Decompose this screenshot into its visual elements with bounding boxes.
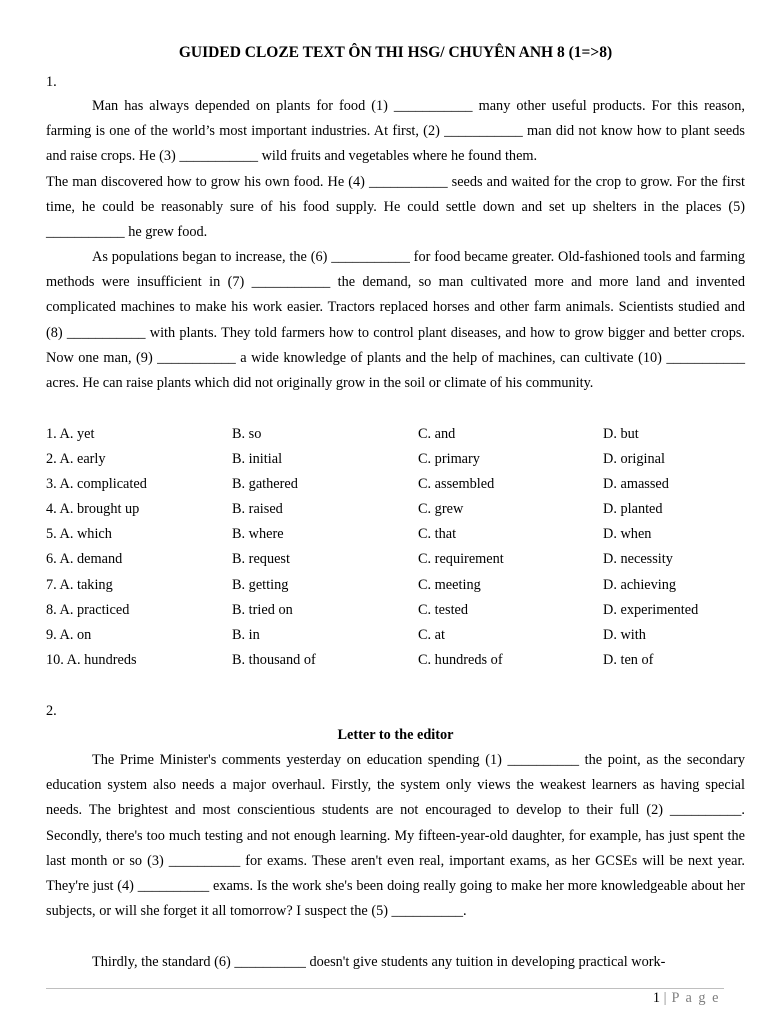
section-1-paragraph-2 xyxy=(46,170,745,246)
option-c: C. that xyxy=(418,526,457,542)
option-c: C. meeting xyxy=(418,577,481,593)
option-d: D. ten of xyxy=(603,652,654,668)
option-a: 9. A. on xyxy=(46,627,92,643)
footer-divider xyxy=(46,988,724,989)
option-d: D. experimented xyxy=(603,602,699,618)
option-b: B. tried on xyxy=(232,602,293,618)
option-row xyxy=(46,602,745,627)
option-b: B. request xyxy=(232,551,290,567)
option-b: B. getting xyxy=(232,577,289,593)
section-2-number: 2. xyxy=(46,703,57,719)
option-b: B. so xyxy=(232,426,262,442)
section-1-paragraph-1 xyxy=(46,94,745,170)
section-1-paragraph-3 xyxy=(46,245,745,396)
option-a: 3. A. complicated xyxy=(46,476,147,492)
option-c: C. and xyxy=(418,426,456,442)
section-2-paragraph-1 xyxy=(46,748,745,924)
option-b: B. raised xyxy=(232,501,283,517)
option-b: B. thousand of xyxy=(232,652,316,668)
section-2-paragraph-2 xyxy=(46,950,745,975)
option-row xyxy=(46,451,745,476)
option-c: C. primary xyxy=(418,451,480,467)
paragraph-text: As populations began to increase, the (6) ___________ for food became greater. Old-fashioned tools and farming methods were insufficient in (7) ___________ the demand, so man cultivated more and more land and invented complicated machines to make his work easier. Tractors replaced horses and other farm animals. Scientists studied and (8) ___________ with plants. They told farmers how to control plant diseases, and how to grow bigger and better crops. Now one man, (9) ___________ a wide knowledge of plants and the help of machines, can cultivate (10) ___________ acres. He can raise plants which did not originally grow in the soil or climate of his community. xyxy=(46,249,745,392)
option-a: 7. A. taking xyxy=(46,577,113,593)
option-d: D. amassed xyxy=(603,476,669,492)
option-row xyxy=(46,652,745,677)
page-label: P a g e xyxy=(671,990,720,1006)
option-b: B. gathered xyxy=(232,476,298,492)
paragraph-text: Thirdly, the standard (6) __________ doesn't give students any tuition in developing practical work- xyxy=(92,954,666,970)
option-a: 4. A. brought up xyxy=(46,501,140,517)
option-d: D. when xyxy=(603,526,652,542)
option-a: 1. A. yet xyxy=(46,426,95,442)
option-b: B. where xyxy=(232,526,284,542)
option-row xyxy=(46,426,745,451)
paragraph-text: The Prime Minister's comments yesterday on education spending (1) __________ the point, as the secondary education system also needs a major overhaul. Firstly, the system only views the weakest learners as having special needs. The brightest and most conscientious students are not encouraged to develop to their full (2) __________. Secondly, there's too much testing and not enough learning. My fifteen-year-old daughter, for example, has just spent the last month or so (3) __________ for exams. These aren't even real, important exams, as her GCSEs will be next year. They're just (4) __________ exams. Is the work she's been doing really going to make her more knowledgeable about her subjects, or will she forget it all tomorrow? I suspect the (5) __________. xyxy=(46,752,745,920)
option-row xyxy=(46,501,745,526)
paragraph-text: The man discovered how to grow his own food. He (4) ___________ seeds and waited for the crop to grow. For the first time, he could be reasonably sure of his food supply. He could settle down and set up shelters in the places (5) ___________ he grew food. xyxy=(46,174,745,241)
footer-separator: | xyxy=(663,990,668,1006)
option-row xyxy=(46,476,745,501)
option-d: D. necessity xyxy=(603,551,673,567)
option-c: C. tested xyxy=(418,602,469,618)
section-2-subtitle: Letter to the editor xyxy=(337,727,454,743)
option-row xyxy=(46,526,745,551)
option-c: C. grew xyxy=(418,501,464,517)
option-c: C. requirement xyxy=(418,551,504,567)
option-row xyxy=(46,551,745,576)
option-c: C. hundreds of xyxy=(418,652,503,668)
option-d: D. original xyxy=(603,451,665,467)
option-a: 10. A. hundreds xyxy=(46,652,137,668)
option-a: 6. A. demand xyxy=(46,551,123,567)
option-a: 5. A. which xyxy=(46,526,112,542)
page-number: 1 xyxy=(652,990,660,1006)
section-1-number: 1. xyxy=(46,74,57,90)
page-footer xyxy=(653,990,720,1007)
option-d: D. but xyxy=(603,426,639,442)
option-a: 8. A. practiced xyxy=(46,602,130,618)
option-b: B. in xyxy=(232,627,260,643)
option-c: C. at xyxy=(418,627,446,643)
option-d: D. planted xyxy=(603,501,663,517)
option-d: D. with xyxy=(603,627,646,643)
option-row xyxy=(46,577,745,602)
option-d: D. achieving xyxy=(603,577,677,593)
option-row xyxy=(46,627,745,652)
paragraph-text: Man has always depended on plants for food (1) ___________ many other useful products. For this reason, farming is one of the world’s most important industries. At first, (2) ___________ man did not know how to plant seeds and raise crops. He (3) ___________ wild fruits and vegetables where he found them. xyxy=(46,98,745,165)
option-a: 2. A. early xyxy=(46,451,106,467)
option-b: B. initial xyxy=(232,451,283,467)
document-title: GUIDED CLOZE TEXT ÔN THI HSG/ CHUYÊN ANH 8 (1=>8) xyxy=(178,44,613,61)
option-c: C. assembled xyxy=(418,476,495,492)
